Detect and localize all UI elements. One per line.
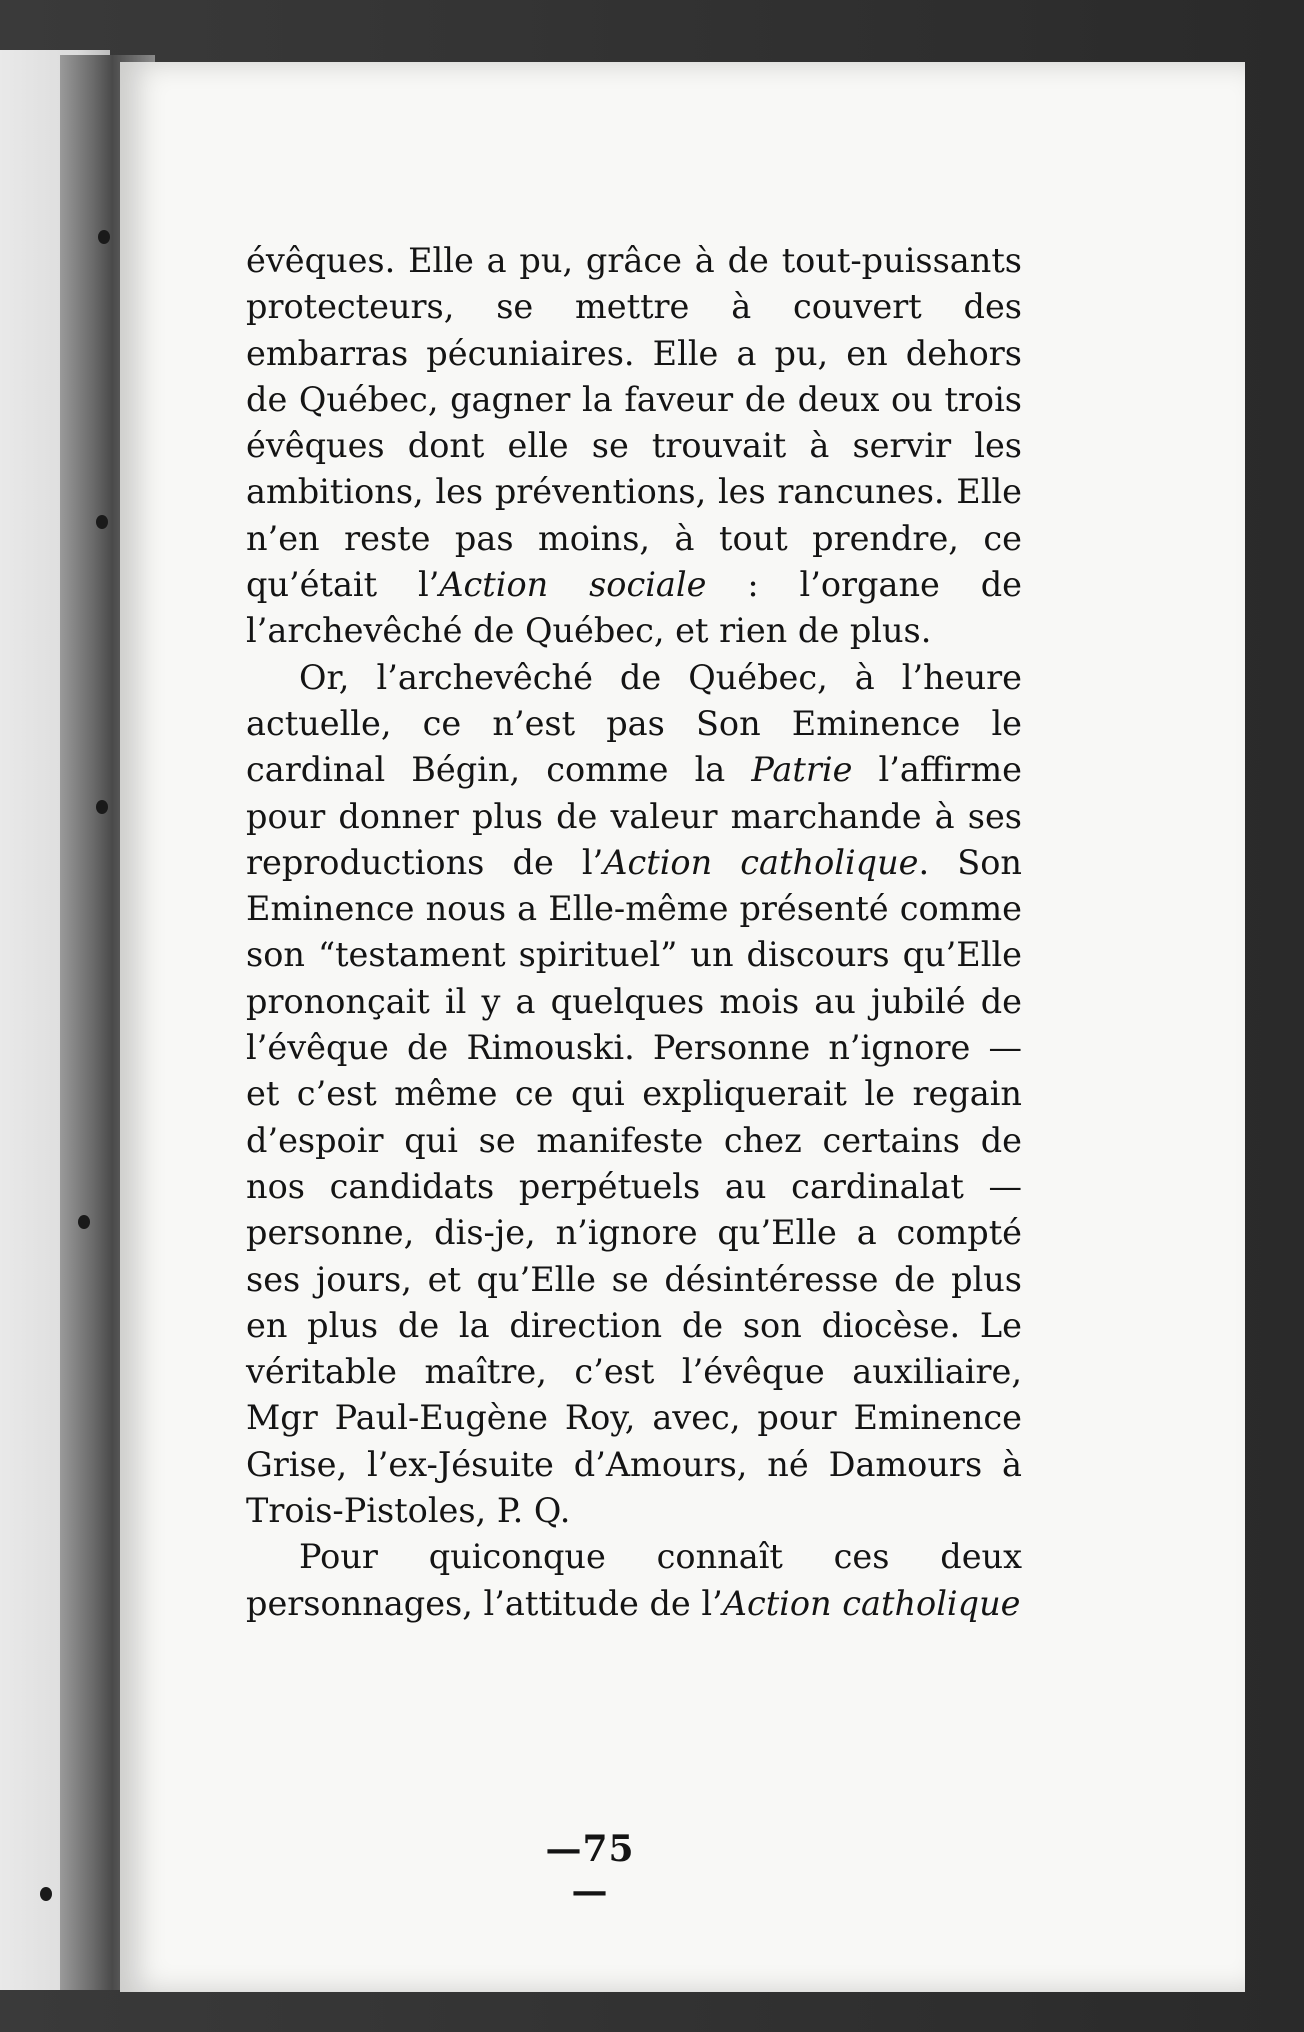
paragraph-text: évêques. Elle a pu, grâce à de tout-puissants protecteurs, se mettre à couvert des embarras pécuniaires. Elle a pu, en dehors de Québec, gagner la faveur de deux ou trois évêques dont elle se trouvait à servir les ambitions, les préventions, les rancunes. Elle n’en reste pas moins, à tout prendre, ce qu’était l’ <box>246 241 1022 605</box>
paragraph-text: . Son Eminence nous a Elle-même présenté comme son “testament spirituel” un discours qu’Elle prononçait il y a quelques mois au jubilé de l’évêque de Rimouski. Personne n’ignore — et c’est même ce qui expliquerait le regain d’espoir qui se manifeste chez certains de nos candidats perpétuels au cardinalat — personne, dis-je, n’ignore qu’Elle a compté ses jours, et qu’Elle se désintéresse de plus en plus de la direction de son diocèse. Le véritable maître, c’est l’évêque auxiliaire, Mgr Paul-Eugène Roy, avec, pour Eminence Grise, l’ex-Jésuite d’Amours, né Damours à Trois-Pistoles, P. Q. <box>246 842 1022 1531</box>
binding-hole <box>78 1215 90 1229</box>
page-number: —75— <box>545 1828 635 1912</box>
italic-title-text: Action catholique <box>722 1583 1021 1623</box>
binding-hole <box>96 515 108 529</box>
paragraph-text: l’affirme pour donner plus de valeur marchande à ses reproductions de l’ <box>246 750 1022 882</box>
binding-hole <box>96 800 108 814</box>
italic-title-text: Action catholique <box>603 842 919 882</box>
paragraph-text: : l’organe de l’archevêché de Québec, et rien de plus. <box>246 565 1022 651</box>
italic-title-text: Patrie <box>751 750 853 790</box>
paragraph <box>246 1534 1022 1627</box>
italic-title-text: Action sociale <box>439 565 707 605</box>
paragraph <box>246 238 1022 655</box>
binding-hole <box>98 230 110 244</box>
page-body-text <box>246 238 1022 1627</box>
paragraph-text: Or, l’archevêché de Québec, à l’heure actuelle, ce n’est pas Son Eminence le cardinal Bégin, comme la <box>246 657 1022 790</box>
paragraph <box>246 655 1022 1535</box>
binding-hole <box>40 1887 52 1901</box>
paragraph-text: Pour quiconque connaît ces deux personnages, l’attitude de l’ <box>246 1537 1022 1623</box>
